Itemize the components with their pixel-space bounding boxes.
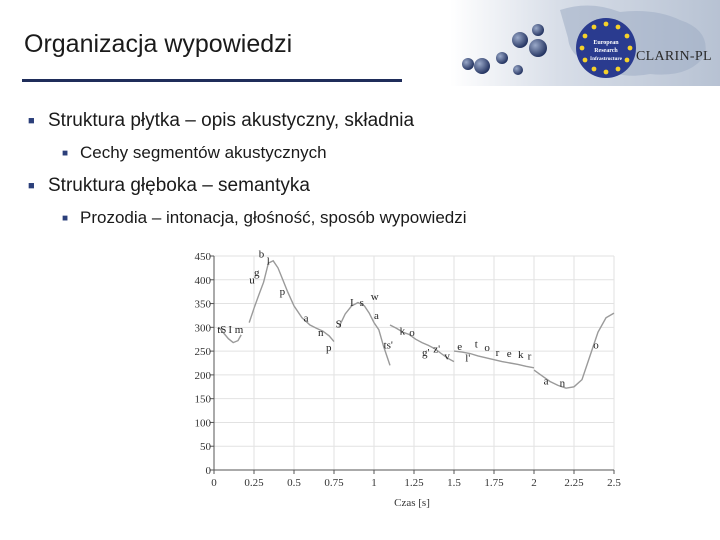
- x-tick-label: 1: [371, 477, 377, 489]
- y-tick-label: 50: [200, 441, 211, 454]
- y-tick-label: 250: [194, 346, 211, 359]
- title-underline: [22, 79, 402, 82]
- x-tick-label: 0: [211, 477, 217, 489]
- eu-logo-line-2: Research: [594, 48, 618, 54]
- dot: [529, 39, 547, 57]
- y-tick-label: 400: [194, 274, 211, 287]
- y-tick-label: 150: [194, 393, 211, 406]
- phoneme-label: b: [258, 248, 265, 261]
- phoneme-label: n: [559, 377, 566, 390]
- y-tick-label: 200: [194, 369, 211, 382]
- phoneme-label: k: [518, 349, 524, 362]
- phoneme-label: t: [474, 338, 478, 351]
- phoneme-label: a: [303, 312, 309, 325]
- phoneme-label: e: [457, 341, 463, 354]
- x-tick-label: 1.5: [447, 477, 461, 489]
- clarin-pl-brand: CLARIN-PL: [636, 49, 712, 64]
- y-tick-label: 300: [194, 322, 211, 335]
- slide-title: Organizacja wypowiedzi: [24, 30, 293, 58]
- phoneme-label: g': [422, 346, 430, 359]
- x-axis-label: Czas [s]: [394, 497, 430, 509]
- phoneme-label: p: [326, 342, 332, 355]
- phoneme-label: l': [465, 352, 471, 365]
- phoneme-label: r: [495, 346, 500, 359]
- phoneme-label: k: [399, 325, 406, 338]
- dot: [462, 58, 474, 70]
- pitch-curve-segment: [339, 303, 390, 366]
- phoneme-label: w: [370, 290, 379, 303]
- phoneme-label: p: [279, 285, 286, 298]
- phoneme-label: l: [266, 255, 270, 268]
- phoneme-label: S: [335, 318, 342, 331]
- dot: [496, 52, 508, 64]
- sub-bullet-item: [62, 208, 467, 228]
- phoneme-label: v: [444, 350, 450, 363]
- phoneme-label: g: [254, 266, 260, 279]
- eu-logo-line-3: Infrastructure: [590, 56, 622, 62]
- phoneme-label: m: [234, 324, 244, 337]
- sub-bullet-item: [62, 143, 327, 163]
- bullet-text: Struktura głęboka – semantyka: [48, 175, 310, 196]
- bullet-item: [28, 175, 310, 197]
- pitch-curve-segment: [288, 292, 334, 342]
- dot: [474, 58, 490, 74]
- x-tick-label: 2.5: [607, 477, 621, 489]
- chart-annotations: [217, 248, 599, 389]
- bullet-square-icon: ■: [28, 115, 35, 127]
- y-tick-label: 350: [194, 298, 211, 311]
- phoneme-label: a: [543, 375, 549, 388]
- intonation-chart: [180, 248, 630, 512]
- phoneme-label: o: [484, 342, 490, 355]
- phoneme-label: r: [527, 350, 532, 363]
- x-tick-label: 0.25: [244, 477, 264, 489]
- x-tick-label: 2.25: [564, 477, 584, 489]
- chart-tick-labels: [195, 251, 622, 489]
- x-tick-label: 1.25: [404, 477, 424, 489]
- y-tick-label: 100: [194, 417, 211, 430]
- bullet-square-icon: ■: [62, 213, 69, 224]
- phoneme-label: u: [249, 274, 255, 287]
- phoneme-label: tS: [217, 324, 227, 337]
- phoneme-label: I: [228, 324, 233, 337]
- bullet-item: [28, 110, 414, 132]
- chart-axes: [210, 256, 614, 474]
- dot: [532, 24, 544, 36]
- chart-grid: [214, 256, 614, 470]
- x-tick-label: 0.75: [324, 477, 344, 489]
- phoneme-label: a: [374, 309, 379, 322]
- dot: [513, 65, 523, 75]
- phoneme-label: o: [593, 339, 599, 352]
- dot: [512, 32, 528, 48]
- bullet-text: Struktura płytka – opis akustyczny, składnia: [48, 110, 415, 131]
- x-tick-label: 0.5: [287, 477, 301, 489]
- y-tick-label: 450: [194, 251, 211, 263]
- x-tick-label: 2: [531, 477, 537, 489]
- phoneme-label: n: [318, 326, 324, 339]
- phoneme-label: o: [409, 326, 415, 339]
- phoneme-label: z': [433, 343, 441, 356]
- y-tick-label: 0: [205, 465, 211, 477]
- eu-research-banner: [450, 0, 720, 86]
- phoneme-label: s: [359, 296, 364, 309]
- x-tick-label: 1.75: [484, 477, 504, 489]
- bullet-square-icon: ■: [28, 180, 35, 192]
- sub-bullet-text: Prozodia – intonacja, głośność, sposób wypowiedzi: [80, 208, 467, 227]
- phoneme-label: I: [350, 296, 354, 309]
- sub-bullet-text: Cechy segmentów akustycznych: [80, 143, 327, 162]
- phoneme-label: ts': [383, 339, 393, 352]
- phoneme-label: e: [506, 347, 512, 360]
- bullet-square-icon: ■: [62, 148, 69, 159]
- eu-logo-line-1: European: [593, 40, 619, 46]
